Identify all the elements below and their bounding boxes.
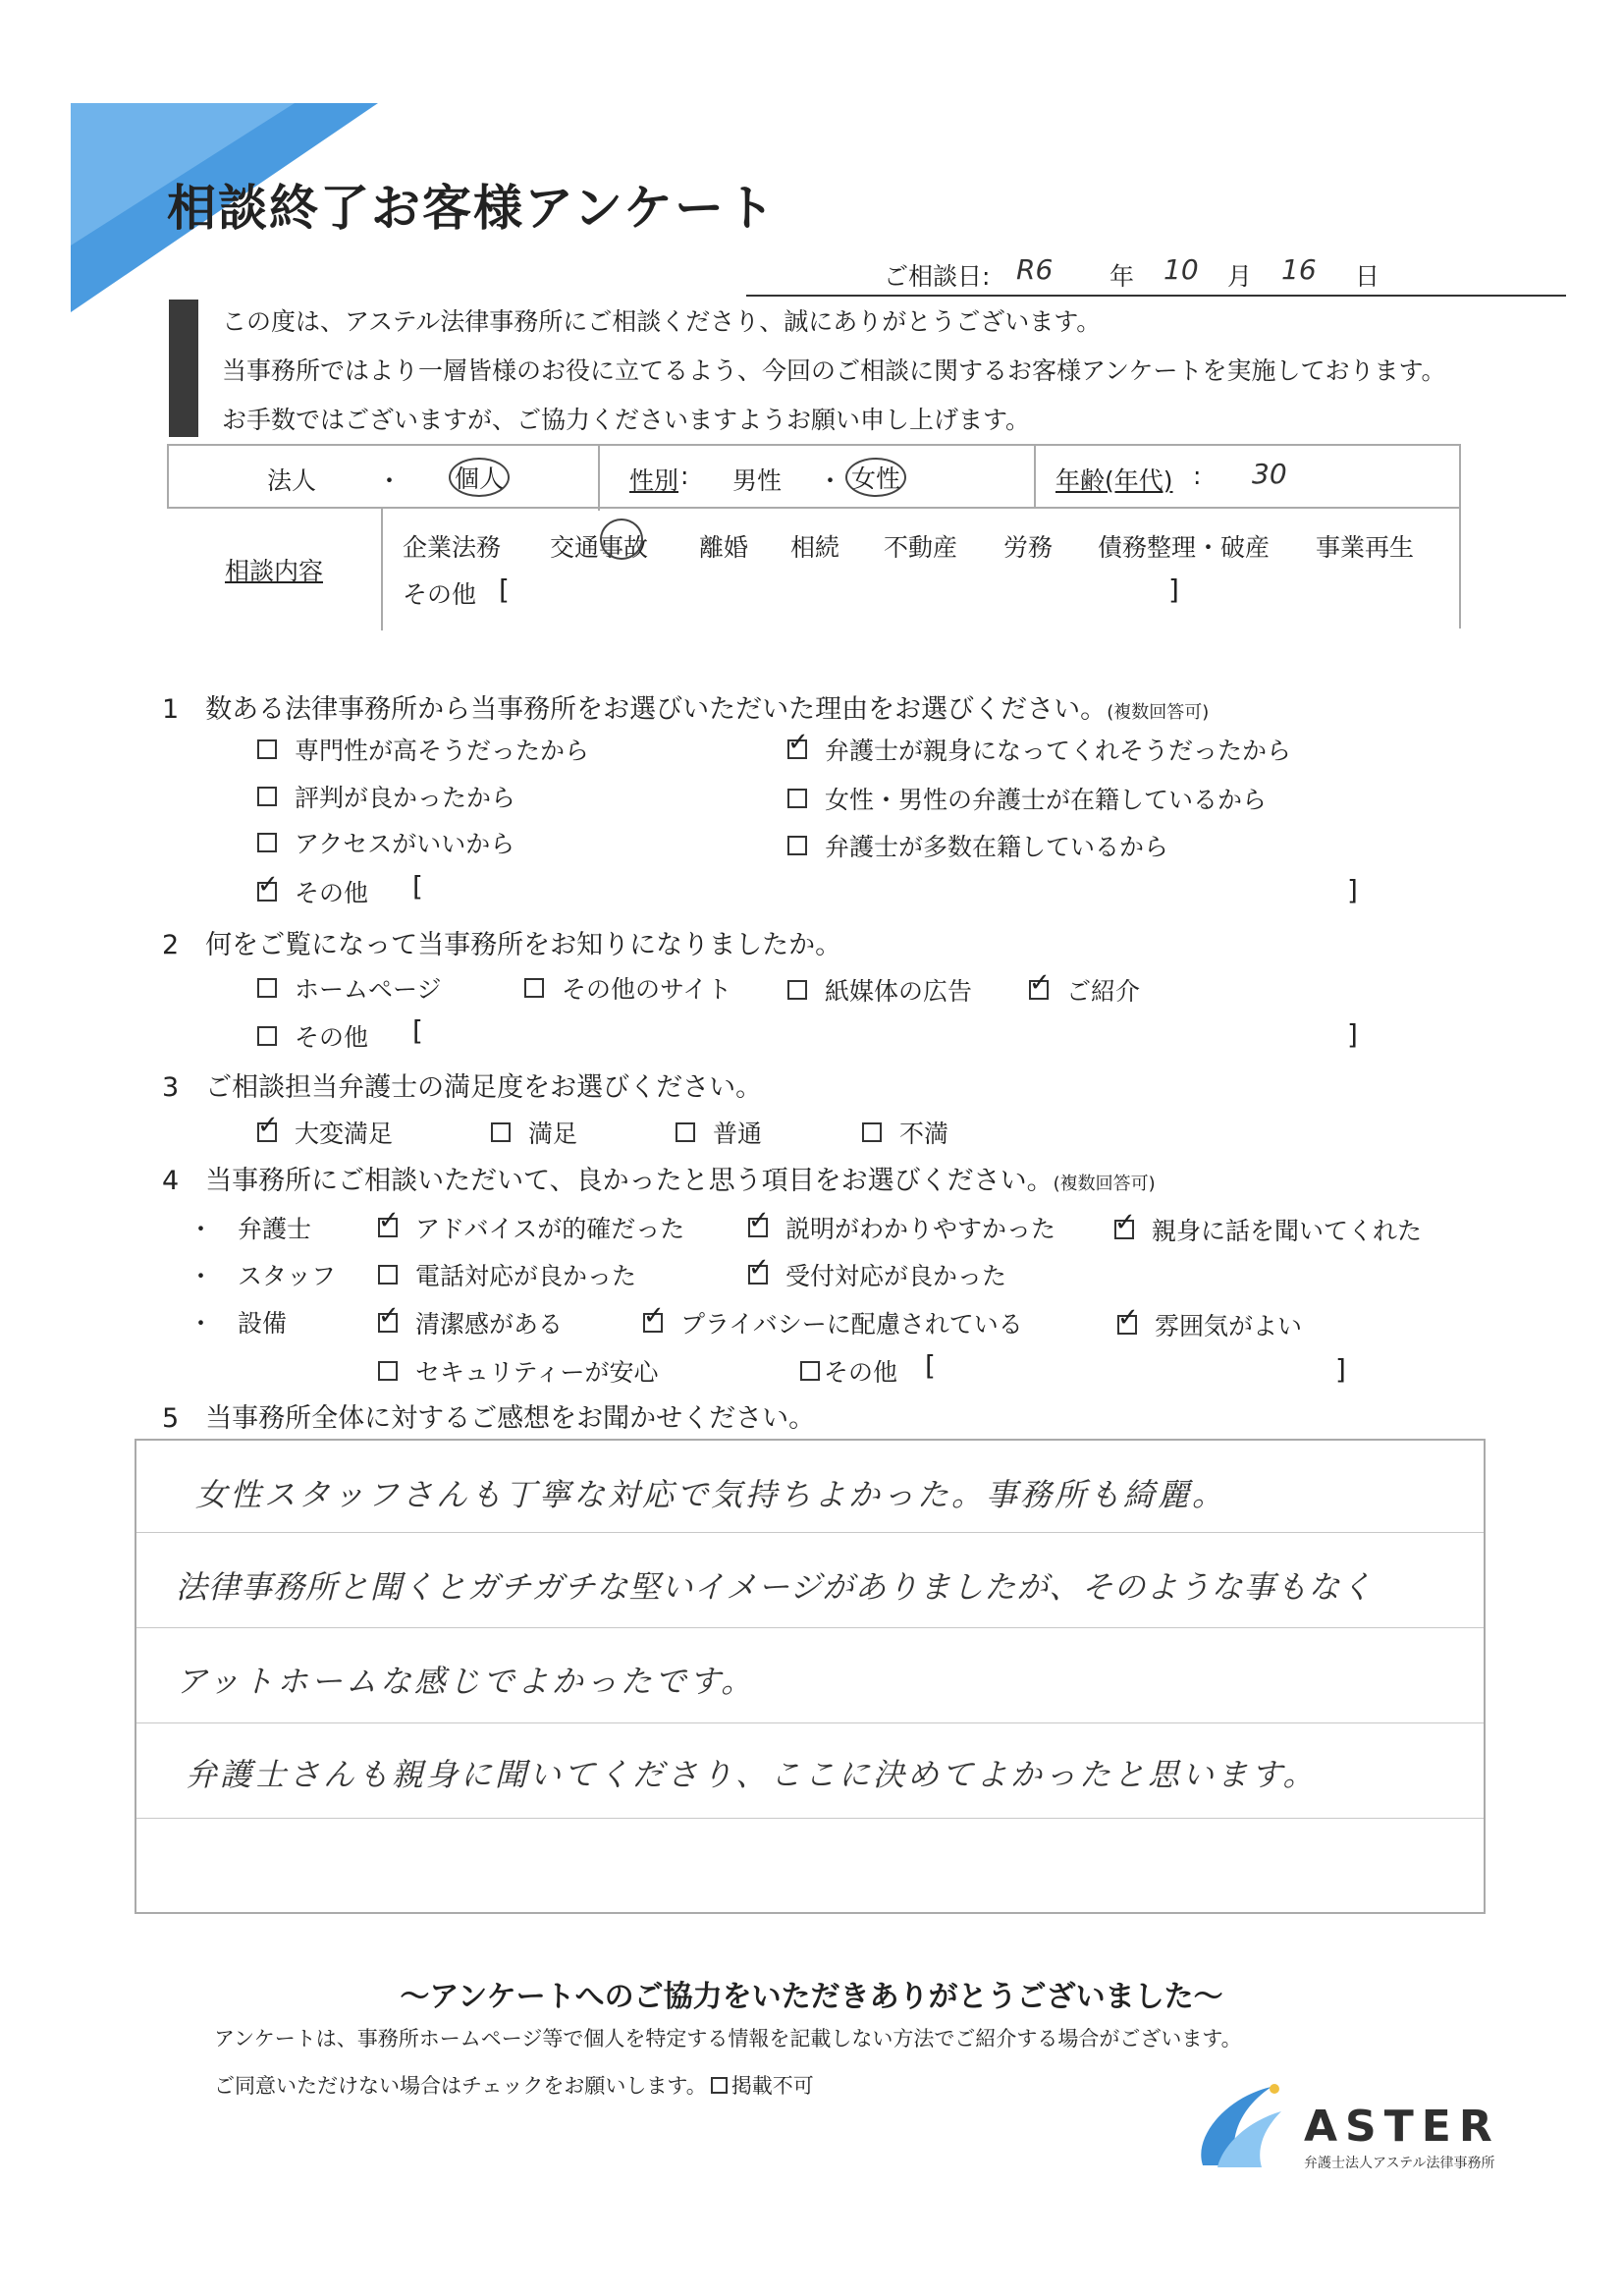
q1-question: 1 数ある法律事務所から当事務所をお選びいただいた理由をお選びください。 (162, 694, 1108, 725)
option-label: 普通 (713, 1120, 763, 1148)
checkbox[interactable] (787, 789, 807, 808)
gender-cell (599, 445, 1035, 508)
intro-line-2: 当事務所ではより一層皆様のお役に立てるよう、今回のご相談に関するお客様アンケートを実施しております。 (222, 356, 1446, 385)
age-label: 年齢(年代) (1055, 466, 1173, 495)
topic-traffic-circle (600, 519, 643, 560)
topic-debt[interactable]: 債務整理・破産 (1098, 533, 1271, 562)
checkbox-checked[interactable] (257, 882, 277, 902)
option-label: 不満 (899, 1120, 949, 1148)
q5-text: 5 当事務所全体に対するご感想をお聞かせください。 (162, 1403, 816, 1434)
bullet: ・ (189, 1309, 214, 1338)
q4-group-staff: スタッフ (238, 1262, 337, 1290)
q1-option-1[interactable] (257, 732, 589, 767)
option-label: ご紹介 (1066, 977, 1141, 1006)
option-label: その他のサイト (562, 975, 732, 1004)
separator-dot: ・ (818, 466, 843, 495)
thanks-message: 〜アンケートへのご協力をいただきありがとうございました〜 (400, 1980, 1223, 2014)
checkbox[interactable] (257, 1026, 277, 1046)
option-label: その他 (295, 1023, 369, 1052)
topic-rehab[interactable]: 事業再生 (1316, 533, 1415, 562)
q1-option-3[interactable] (257, 779, 515, 814)
ruled-line (136, 1627, 1484, 1628)
option-label: 評判が良かったから (295, 784, 516, 812)
topic-options (383, 511, 1459, 629)
q4-option-security[interactable] (378, 1353, 659, 1389)
consult-date-row (746, 253, 1566, 297)
checkbox-checked[interactable] (748, 1218, 768, 1237)
option-label: ホームページ (295, 975, 442, 1004)
option-label: 受付対応が良かった (785, 1262, 1007, 1290)
age-cell (1035, 445, 1460, 508)
consult-date-day[interactable]: 16 (1281, 253, 1317, 286)
q4-text (162, 1159, 1156, 1197)
q2-option-paper-ad[interactable] (787, 972, 972, 1008)
comment-line-1: 女性スタッフさんも丁寧な対応で気持ちよかった。事務所も綺麗。 (195, 1476, 1227, 1513)
comment-line-2: 法律事務所と聞くとガチガチな堅いイメージがありましたが、そのような事もなく (176, 1568, 1374, 1606)
gender-label: 性別 (629, 466, 679, 495)
logo-subtitle: 弁護士法人アステル法律事務所 (1304, 2156, 1495, 2171)
q1-option-other[interactable] (257, 874, 368, 909)
checkbox[interactable] (257, 978, 277, 998)
intro-line-3: お手数ではございますが、ご協力くださいますようお願い申し上げます。 (222, 406, 1031, 434)
ruled-line (136, 1722, 1484, 1723)
checkbox[interactable] (800, 1361, 820, 1381)
q3-text: 3 ご相談担当弁護士の満足度をお選びください。 (162, 1072, 763, 1103)
checkbox[interactable] (378, 1265, 398, 1285)
topic-traffic[interactable]: 交通事故 (550, 533, 649, 562)
q3-option-normal[interactable] (676, 1115, 762, 1150)
bullet: ・ (189, 1262, 214, 1290)
option-label: 弁護士が親身になってくれそうだったから (825, 737, 1292, 765)
option-label: アクセスがいいから (295, 830, 515, 858)
option-label: 雰囲気がよい (1155, 1312, 1303, 1340)
logo-name: ASTER (1304, 2102, 1500, 2152)
checkbox-checked[interactable] (1117, 1315, 1137, 1335)
age-colon: : (1193, 462, 1202, 490)
q4-option-atmosphere[interactable] (1117, 1307, 1302, 1342)
q2-text: 2 何をご覧になって当事務所をお知りになりましたか。 (162, 930, 842, 960)
option-label: 清潔感がある (415, 1310, 564, 1339)
q4-option-other[interactable] (800, 1353, 897, 1389)
q2-option-other-site[interactable] (524, 970, 731, 1006)
intro-accent-bar (169, 300, 198, 437)
client-type-individual[interactable]: 個人 (449, 458, 510, 497)
consult-date-label: ご相談日: (884, 262, 991, 291)
topic-labor[interactable]: 労務 (1003, 533, 1054, 562)
option-label: アドバイスが的確だった (415, 1215, 685, 1243)
q4-option-clean[interactable] (378, 1305, 563, 1340)
q3-option-dissatisfied[interactable] (862, 1115, 948, 1150)
q1-bracket-open: [ (412, 870, 423, 902)
topic-inheritance[interactable]: 相続 (790, 533, 840, 562)
checkbox-checked[interactable] (378, 1218, 398, 1237)
checkbox[interactable] (676, 1122, 695, 1142)
no-publish-checkbox[interactable] (711, 2077, 728, 2094)
footer-note-2 (214, 2070, 814, 2100)
checkbox[interactable] (257, 739, 277, 759)
consult-date-era[interactable]: R6 (1016, 253, 1054, 286)
q4-question: 4 当事務所にご相談いただいて、良かったと思う項目をお選びください。 (162, 1166, 1054, 1196)
checkbox-checked[interactable] (378, 1313, 398, 1333)
bracket-open: [ (499, 574, 510, 606)
q1-option-2[interactable] (787, 732, 1291, 767)
option-label: 女性・男性の弁護士が在籍しているから (825, 786, 1268, 814)
checkbox-checked[interactable] (748, 1265, 768, 1285)
q4-group-lawyer: 弁護士 (238, 1215, 312, 1243)
q1-bracket-close: ] (1347, 874, 1358, 906)
intro-line-1: この度は、アステル法律事務所にご相談くださり、誠にありがとうございます。 (222, 307, 1102, 336)
comment-line-3: アットホームな感じでよかったです。 (176, 1663, 756, 1700)
option-label: プライバシーに配慮されている (680, 1310, 1023, 1339)
checkbox-checked[interactable] (787, 739, 807, 759)
q4-bracket-open: [ (925, 1349, 936, 1382)
option-label: 大変満足 (295, 1120, 394, 1148)
q1-option-5[interactable] (257, 825, 514, 860)
gender-male[interactable]: 男性 (732, 466, 783, 495)
separator-dot: ・ (377, 466, 403, 495)
q2-bracket-close: ] (1347, 1018, 1358, 1051)
gender-female[interactable]: 女性 (845, 458, 906, 497)
checkbox[interactable] (787, 836, 807, 855)
q4-option-phone[interactable] (378, 1257, 636, 1292)
checkbox-checked[interactable] (257, 1122, 277, 1142)
option-label: その他 (295, 879, 369, 907)
option-label: 説明がわかりやすかった (785, 1215, 1056, 1243)
checkbox[interactable] (862, 1122, 882, 1142)
q1-note: (複数回答可) (1107, 702, 1210, 723)
checkbox[interactable] (378, 1361, 398, 1381)
client-type-corp[interactable]: 法人 (267, 466, 317, 495)
q2-option-other[interactable] (257, 1018, 368, 1054)
year-label: 年 (1109, 262, 1135, 291)
ruled-line (136, 1818, 1484, 1819)
q4-option-reception[interactable] (748, 1257, 1006, 1292)
option-label: 紙媒体の広告 (825, 977, 973, 1006)
q4-option-privacy[interactable] (643, 1305, 1023, 1340)
checkbox[interactable] (491, 1122, 511, 1142)
checkbox-checked[interactable] (1029, 980, 1049, 1000)
topic-other[interactable]: その他 (403, 580, 477, 609)
bracket-close: ] (1168, 574, 1179, 606)
ruled-line (136, 1532, 1484, 1533)
q2-bracket-open: [ (412, 1014, 423, 1047)
age-value[interactable]: 30 (1252, 458, 1287, 490)
consult-date-month[interactable]: 10 (1163, 253, 1199, 286)
checkbox-checked[interactable] (1114, 1220, 1134, 1239)
q1-option-6[interactable] (787, 828, 1168, 863)
topic-real-estate[interactable]: 不動産 (884, 533, 958, 562)
topic-corporate[interactable]: 企業法務 (403, 533, 502, 562)
q4-option-advice[interactable] (378, 1210, 684, 1245)
topic-label-text: 相談内容 (224, 557, 323, 585)
corner-decoration (0, 0, 393, 324)
q4-group-facility: 設備 (238, 1309, 288, 1338)
q3-option-satisfied[interactable] (491, 1115, 577, 1150)
gender-colon: : (680, 462, 689, 490)
day-label: 日 (1355, 262, 1380, 291)
checkbox[interactable] (257, 787, 277, 806)
q1-text (162, 687, 1209, 726)
comments-box[interactable] (135, 1439, 1486, 1914)
option-label: 親身に話を聞いてくれた (1152, 1217, 1423, 1245)
option-label: 弁護士が多数在籍しているから (825, 833, 1169, 861)
topic-divorce[interactable]: 離婚 (699, 533, 749, 562)
q2-option-referral[interactable] (1029, 972, 1140, 1008)
page-title: 相談終了お客様アンケート (167, 180, 777, 237)
no-publish-label: 掲載不可 (730, 2074, 814, 2098)
q2-option-homepage[interactable] (257, 970, 442, 1006)
checkbox[interactable] (787, 980, 807, 1000)
q4-option-listened[interactable] (1114, 1212, 1422, 1247)
option-label: セキュリティーが安心 (415, 1358, 659, 1387)
q1-option-4[interactable] (787, 781, 1267, 816)
checkbox[interactable] (257, 833, 277, 852)
q4-note: (複数回答可) (1053, 1174, 1156, 1194)
q3-option-very-satisfied[interactable] (257, 1115, 393, 1150)
option-label: 電話対応が良かった (415, 1262, 637, 1290)
client-type-cell (168, 445, 599, 508)
checkbox[interactable] (524, 978, 544, 998)
option-label: その他 (824, 1358, 898, 1387)
month-label: 月 (1227, 262, 1253, 291)
option-label: 満足 (528, 1120, 578, 1148)
checkbox-checked[interactable] (643, 1313, 663, 1333)
q4-bracket-close: ] (1335, 1353, 1346, 1386)
bullet: ・ (189, 1215, 214, 1243)
footer-note-1: アンケートは、事務所ホームページ等で個人を特定する情報を記載しない方法でご紹介する場合がございます。 (214, 2027, 1242, 2050)
footer-note-2-text: ご同意いただけない場合はチェックをお願いします。 (214, 2074, 707, 2098)
q4-option-explanation[interactable] (748, 1210, 1055, 1245)
comment-line-4: 弁護士さんも親身に聞いてくださり、ここに決めてよかったと思います。 (186, 1756, 1318, 1793)
option-label: 専門性が高そうだったから (295, 737, 590, 765)
topic-label-box (167, 509, 383, 630)
aster-logo-icon (1188, 2077, 1296, 2175)
